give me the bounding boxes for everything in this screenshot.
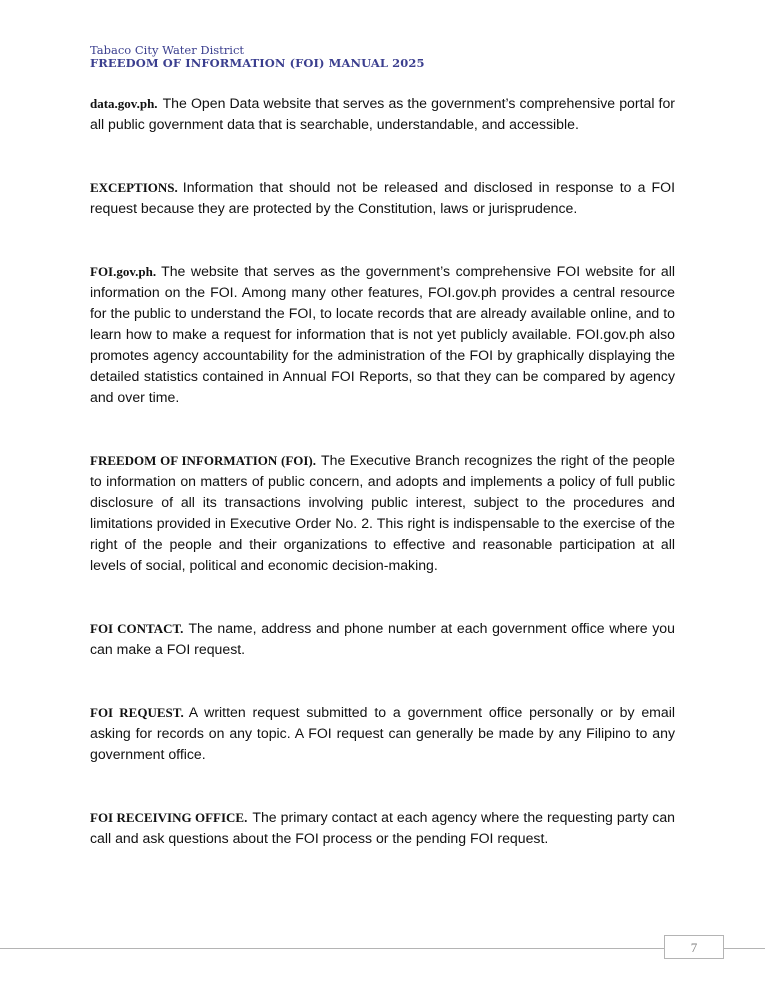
definition-text: Information that should not be released and disclosed in response to a FOI request because they are protected by the Constitution, laws or jurisprudence. [90, 179, 675, 216]
definition-text: The primary contact at each agency where the requesting party can call and ask questions about the FOI process or the pending FOI request. [90, 809, 675, 846]
document-header [90, 44, 425, 70]
definition-term: FOI.gov.ph. [90, 264, 157, 279]
definition-text: The website that serves as the government’s comprehensive FOI website for all information on the FOI. Among many other features, FOI.gov.ph provides a central resource for the public to understand the FOI, to locate records that are already available online, and to learn how to make a request for information that is not yet publicly available. FOI.gov.ph also promotes agency accountability for the administration of the FOI by graphically displaying the detailed statistics contained in Annual FOI Reports, so that they can be compared by agency and over time. [90, 263, 675, 405]
definition-entry-data-gov-ph [90, 93, 675, 135]
definition-entry-foi-contact [90, 618, 675, 660]
definitions-list [90, 93, 675, 849]
definition-text: A written request submitted to a government office personally or by email asking for records on any topic. A FOI request can generally be made by any Filipino to any government office. [90, 704, 676, 762]
definition-term: data.gov.ph. [90, 96, 158, 111]
definition-term: FREEDOM OF INFORMATION (FOI). [90, 453, 317, 468]
footer-divider [0, 948, 765, 949]
definition-term: EXCEPTIONS. [90, 180, 178, 195]
page-number: 7 [664, 935, 724, 959]
definition-entry-foi-receiving-office [90, 807, 675, 849]
definition-entry-foi-gov-ph [90, 261, 675, 408]
definition-term: FOI REQUEST. [90, 705, 184, 720]
definition-entry-foi-request [90, 702, 675, 765]
definition-term: FOI RECEIVING OFFICE. [90, 810, 248, 825]
definition-entry-exceptions [90, 177, 675, 219]
organization-name: Tabaco City Water District [90, 43, 245, 57]
definition-text: The name, address and phone number at each government office where you can make a FOI request. [90, 620, 675, 657]
definition-text: The Open Data website that serves as the government’s comprehensive portal for all public government data that is searchable, understandable, and accessible. [90, 95, 675, 132]
manual-title: FREEDOM OF INFORMATION (FOI) MANUAL 2025 [90, 56, 425, 71]
definition-entry-freedom-of-information [90, 450, 675, 576]
definition-term: FOI CONTACT. [90, 621, 184, 636]
definition-text: The Executive Branch recognizes the right of the people to information on matters of public concern, and adopts and implements a policy of full public disclosure of all its transactions involving public interest, subject to the procedures and limitations provided in Executive Order No. 2. This right is indispensable to the exercise of the right of the people and their organizations to effective and reasonable participation at all levels of social, political and economic decision-making. [90, 452, 675, 573]
